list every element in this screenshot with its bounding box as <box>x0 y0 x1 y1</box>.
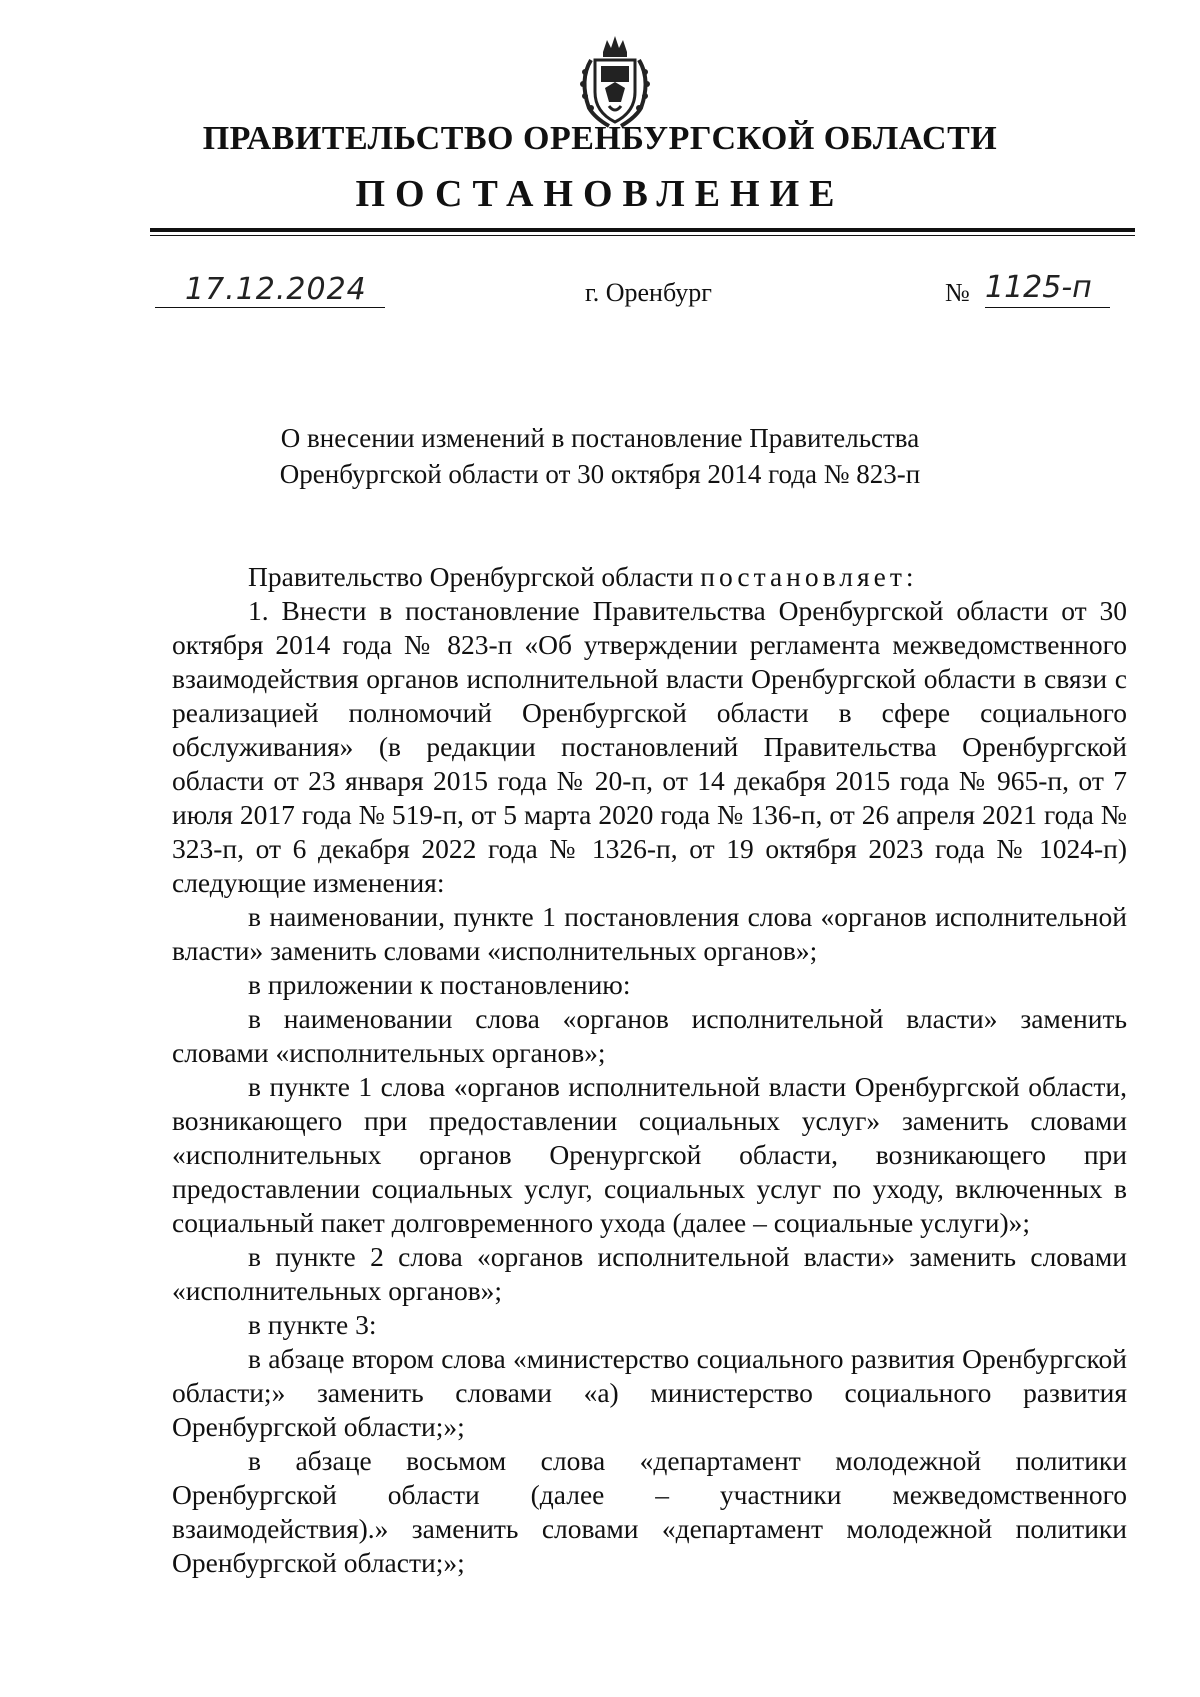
paragraph-6: в пункте 2 слова «органов исполнительной власти» заменить словами «исполнительных органов»; <box>172 1241 1127 1306</box>
coat-of-arms-icon <box>565 30 665 130</box>
city: г. Оренбург <box>585 278 712 307</box>
header-divider-thick <box>150 228 1135 232</box>
document-type: ПОСТАНОВЛЕНИЕ <box>355 173 845 215</box>
paragraph-4: в наименовании слова «органов исполнительной власти» заменить словами «исполнительных органов»; <box>172 1003 1127 1068</box>
subject-line-1: О внесении изменений в постановление Правительства <box>280 423 920 453</box>
document-number: 1125-п <box>985 270 1092 305</box>
paragraph-1: 1. Внести в постановление Правительства Оренбургской области от 30 октября 2014 года № 823-п «Об утверждении регламента межведомственного взаимодействия органов исполнительной власти Оренбургской области в связи с реализацией полномочий Оренбургской области в сфере социального обслуживания» (в редакции постановлений Правительства Оренбургской области от 23 января 2015 года № 20-п, от 14 декабря 2015 года № 965-п, от 7 июля 2017 года № 519-п, от 5 марта 2020 года № 136-п, от 26 апреля 2021 года № 323-п, от 6 декабря 2022 года № 1326-п, от 19 октября 2023 года № 1024-п) следующие изменения: <box>172 595 1127 898</box>
document-date-field <box>155 268 385 314</box>
paragraph-8: в абзаце втором слова «министерство социального развития Оренбургской области;» заменить словами «а) министерство социального развития Оренбургской области;»; <box>172 1343 1127 1442</box>
document-body <box>172 560 1127 1580</box>
number-underline <box>985 307 1110 308</box>
paragraph-9: в абзаце восьмом слова «департамент молодежной политики Оренбургской области (далее – участники межведомственного взаимодействия).» заменить словами «департамент молодежной политики Оренбургской области;»; <box>172 1445 1127 1578</box>
date-underline <box>155 307 385 308</box>
paragraph-7: в пункте 3: <box>248 1309 377 1340</box>
intro-verb: постановляет: <box>700 561 918 592</box>
paragraph-3: в приложении к постановлению: <box>248 969 631 1000</box>
document-number-field <box>945 268 1125 314</box>
document-date: 17.12.2024 <box>185 272 367 307</box>
government-title: ПРАВИТЕЛЬСТВО ОРЕНБУРГСКОЙ ОБЛАСТИ <box>202 120 998 157</box>
paragraph-5: в пункте 1 слова «органов исполнительной власти Оренбургской области, возникающего при предоставлении социальных услуг» заменить словами «исполнительных органов Оренургской области, возникающего при предоставлении социальных услуг, социальных услуг по уходу, включенных в социальный пакет долговременного ухода (далее – социальные услуги)»; <box>172 1071 1127 1238</box>
intro-lead: Правительство Оренбургской области <box>248 561 694 592</box>
document-subject <box>0 420 1200 492</box>
header-divider-thin <box>150 235 1135 236</box>
number-label: № <box>945 278 970 307</box>
intro-paragraph <box>172 560 1127 594</box>
subject-line-2: Оренбургской области от 30 октября 2014 года № 823-п <box>279 459 921 489</box>
paragraph-2: в наименовании, пункте 1 постановления слова «органов исполнительной власти» заменить словами «исполнительных органов»; <box>172 901 1127 966</box>
